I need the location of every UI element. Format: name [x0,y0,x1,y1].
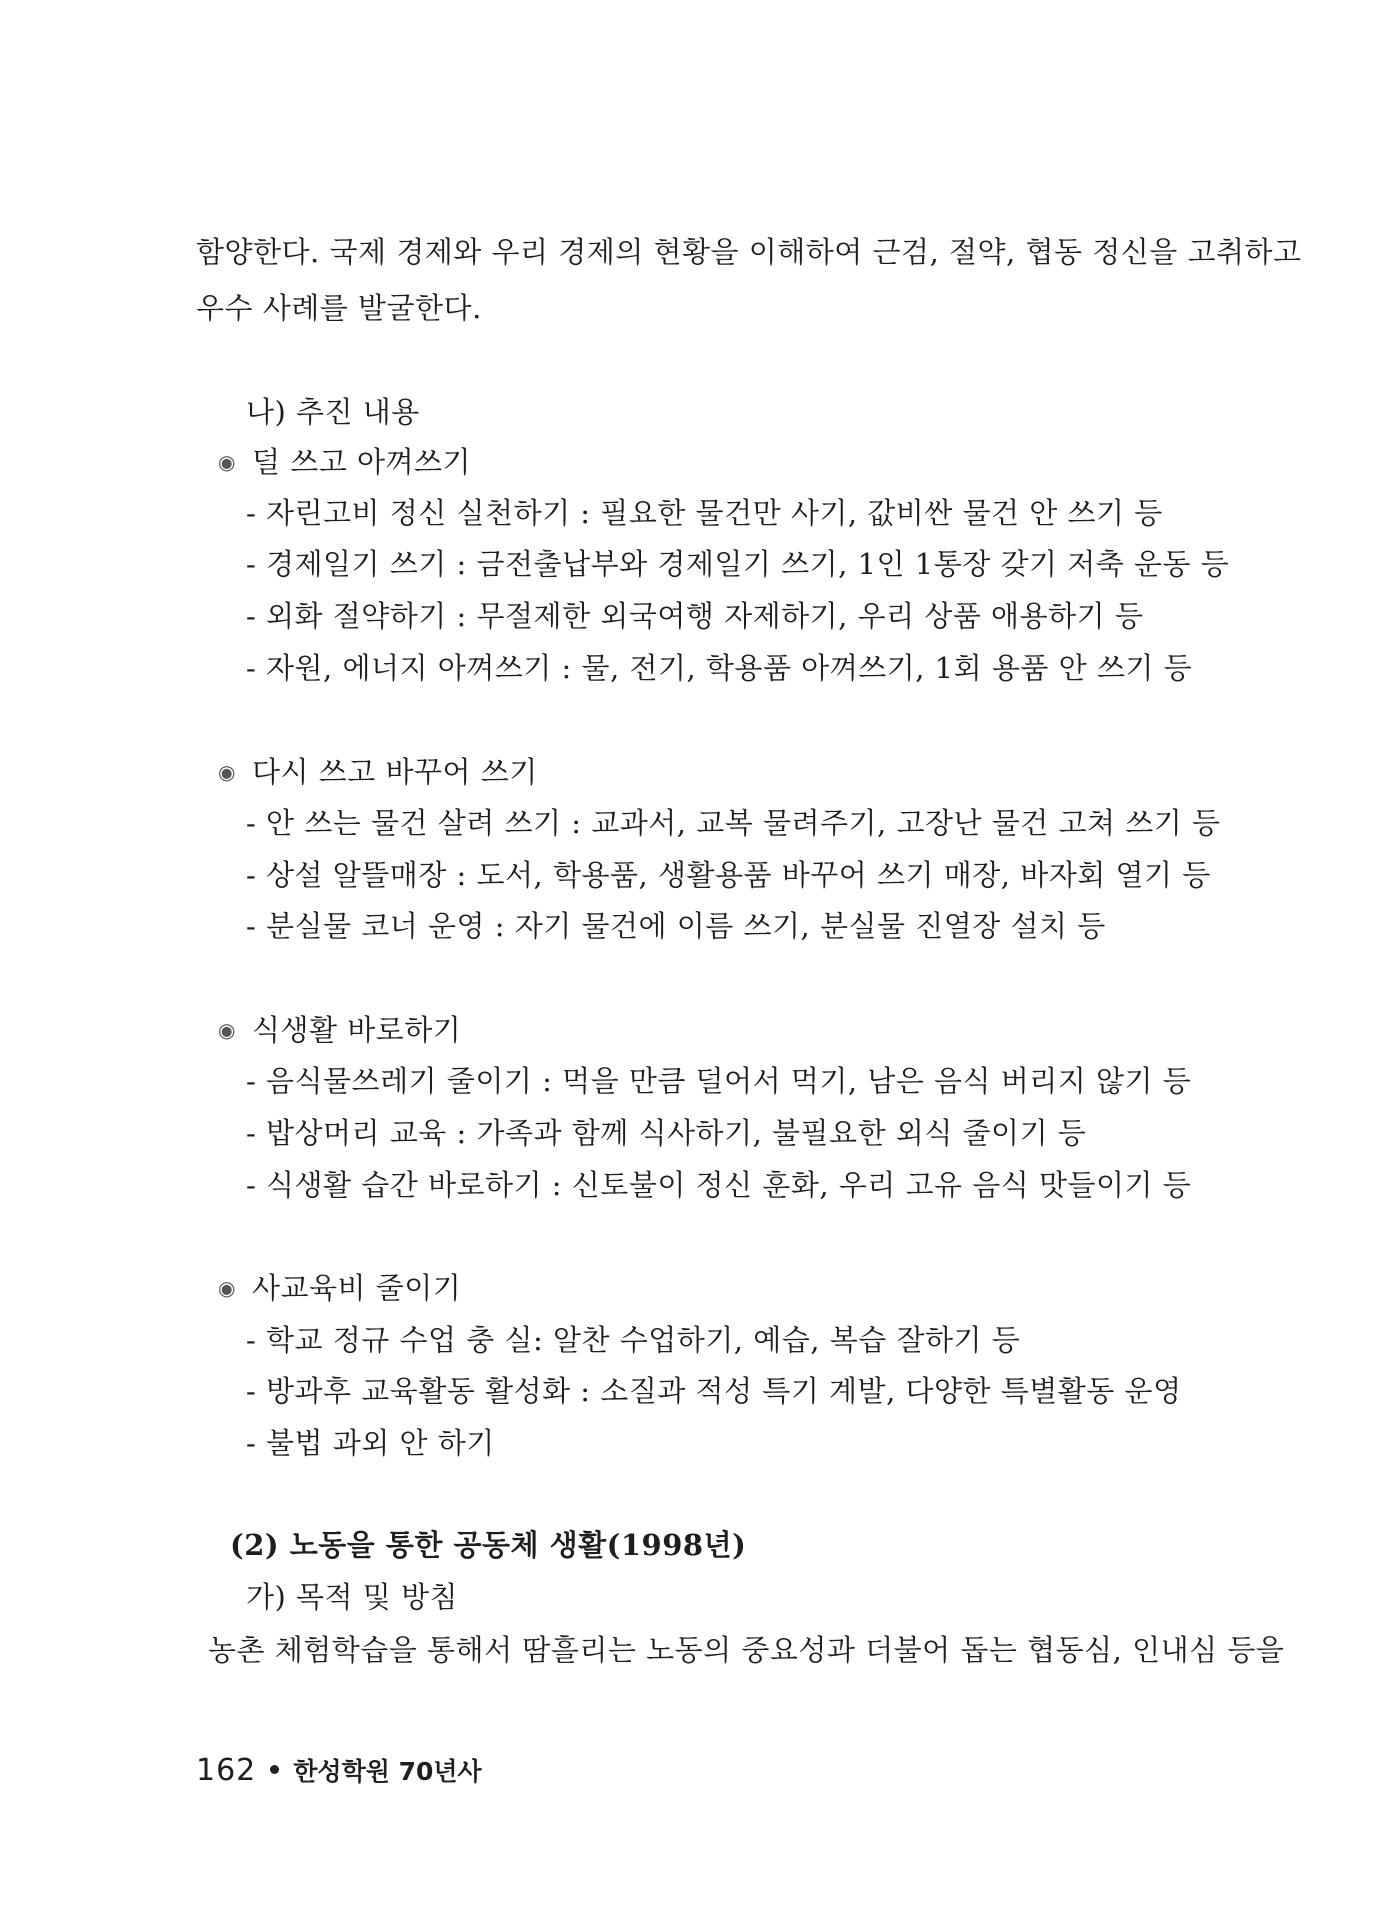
list-item: - 분실물 코너 운영 : 자기 물건에 이름 쓰기, 분실물 진열장 설치 등 [246,909,1106,943]
list-item: - 안 쓰는 물건 살려 쓰기 : 교과서, 교복 물려주기, 고장난 물건 고쳐 쓰기 등 [246,806,1221,840]
list-item: - 학교 정규 수업 충 실: 알찬 수업하기, 예습, 복습 잘하기 등 [246,1323,1021,1357]
list-item: - 경제일기 쓰기 : 금전출납부와 경제일기 쓰기, 1인 1통장 갖기 저축 운동 등 [246,547,1230,581]
bullet-icon: ◉ [218,760,236,784]
list-item: - 불법 과외 안 하기 [246,1426,495,1460]
bullet-icon: ◉ [218,1276,236,1300]
section-heading: (2) 노동을 통한 공동체 생활(1998년) [230,1528,747,1562]
list-item: - 자원, 에너지 아껴쓰기 : 물, 전기, 학용품 아껴쓰기, 1회 용품 안 쓰기 등 [246,651,1193,685]
bullet-heading: ◉ 식생활 바로하기 [218,1010,461,1050]
bullet-icon: ◉ [218,450,236,474]
bullet-icon: ◉ [218,1018,236,1042]
body-line: 농촌 체험학습을 통해서 땀흘리는 노동의 중요성과 더불어 돕는 협동심, 인내심 등을 [208,1633,1285,1667]
subsection-heading: 나) 추진 내용 [246,395,420,429]
list-item: - 식생활 습간 바로하기 : 신토불이 정신 훈화, 우리 고유 음식 맛들이기 등 [246,1168,1192,1202]
list-item: - 상설 알뜰매장 : 도서, 학용품, 생활용품 바꾸어 쓰기 매장, 바자회 열기 등 [246,858,1211,892]
bullet-heading: ◉ 사교육비 줄이기 [218,1268,461,1308]
body-line: 함양한다. 국제 경제와 우리 경제의 현황을 이해하여 근검, 절약, 협동 정신을 고취하고 [196,235,1302,269]
page-number: 162 [196,1753,257,1788]
list-item: - 방과후 교육활동 활성화 : 소질과 적성 특기 계발, 다양한 특별활동 운영 [246,1374,1182,1408]
bullet-heading: ◉ 다시 쓰고 바꾸어 쓰기 [218,752,538,792]
separator-dot-icon [270,1765,279,1774]
list-item: - 자린고비 정신 실천하기 : 필요한 물건만 사기, 값비싼 물건 안 쓰기 등 [246,496,1163,530]
list-item: - 밥상머리 교육 : 가족과 함께 식사하기, 불필요한 외식 줄이기 등 [246,1116,1087,1150]
book-title: 한성학원 70년사 [293,1757,482,1786]
list-item: - 음식물쓰레기 줄이기 : 먹을 만큼 덜어서 먹기, 남은 음식 버리지 않기 등 [246,1064,1192,1098]
body-line: 우수 사례를 발굴한다. [196,291,482,325]
bullet-heading: ◉ 덜 쓰고 아껴쓰기 [218,442,471,482]
list-item: - 외화 절약하기 : 무절제한 외국여행 자제하기, 우리 상품 애용하기 등 [246,599,1144,633]
page-footer [196,1752,482,1788]
subsection-heading: 가) 목적 및 방침 [246,1580,459,1614]
